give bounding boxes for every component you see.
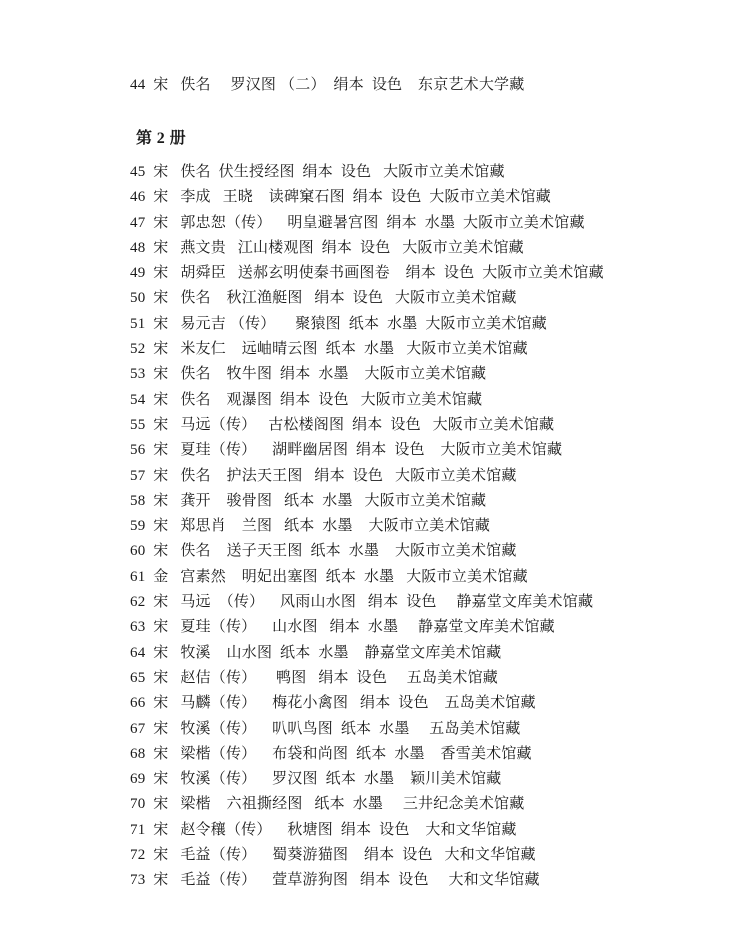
catalog-entry: 64 宋 牧溪 山水图 纸本 水墨 静嘉堂文库美术馆藏 — [130, 644, 502, 661]
catalog-entry: 46 宋 李成 王晓 读碑窠石图 绢本 设色 大阪市立美术馆藏 — [130, 189, 551, 206]
catalog-entry: 48 宋 燕文贵 江山楼观图 绢本 设色 大阪市立美术馆藏 — [130, 239, 524, 256]
catalog-entry: 50 宋 佚名 秋江渔艇图 绢本 设色 大阪市立美术馆藏 — [130, 290, 517, 307]
catalog-entry: 51 宋 易元吉 （传） 聚猿图 纸本 水墨 大阪市立美术馆藏 — [130, 315, 547, 332]
catalog-entry: 70 宋 梁楷 六祖撕经图 纸本 水墨 三井纪念美术馆藏 — [130, 796, 525, 813]
catalog-entry: 44 宋 佚名 罗汉图 （二） 绢本 设色 东京艺术大学藏 — [130, 77, 525, 93]
catalog-entry: 56 宋 夏珪（传） 湖畔幽居图 绢本 设色 大阪市立美术馆藏 — [130, 442, 563, 459]
section-heading: 第 2 册 — [136, 130, 187, 147]
catalog-entry: 71 宋 赵令穰（传） 秋塘图 绢本 设色 大和文华馆藏 — [130, 821, 517, 838]
catalog-entry: 68 宋 梁楷（传） 布袋和尚图 纸本 水墨 香雪美术馆藏 — [130, 745, 532, 762]
catalog-entry: 55 宋 马远（传） 古松楼阁图 绢本 设色 大阪市立美术馆藏 — [130, 416, 555, 433]
catalog-entry: 60 宋 佚名 送子天王图 纸本 水墨 大阪市立美术馆藏 — [130, 543, 517, 560]
catalog-entry: 58 宋 龚开 骏骨图 纸本 水墨 大阪市立美术馆藏 — [130, 492, 487, 509]
catalog-entry-list — [130, 165, 670, 888]
catalog-entry: 65 宋 赵佶（传） 鸭图 绢本 设色 五岛美术馆藏 — [130, 669, 499, 686]
catalog-entry: 72 宋 毛益（传） 蜀葵游猫图 绢本 设色 大和文华馆藏 — [130, 847, 536, 864]
catalog-entry: 73 宋 毛益（传） 萱草游狗图 绢本 设色 大和文华馆藏 — [130, 872, 540, 889]
catalog-entry: 61 金 宫素然 明妃出塞图 纸本 水墨 大阪市立美术馆藏 — [130, 568, 528, 585]
catalog-entry: 47 宋 郭忠恕（传） 明皇避暑宫图 绢本 水墨 大阪市立美术馆藏 — [130, 214, 585, 231]
catalog-entry: 57 宋 佚名 护法天王图 绢本 设色 大阪市立美术馆藏 — [130, 467, 517, 484]
catalog-entry: 53 宋 佚名 牧牛图 绢本 水墨 大阪市立美术馆藏 — [130, 366, 487, 383]
catalog-entry: 66 宋 马麟（传） 梅花小禽图 绢本 设色 五岛美术馆藏 — [130, 695, 536, 712]
catalog-entry: 67 宋 牧溪（传） 叭叭鸟图 纸本 水墨 五岛美术馆藏 — [130, 720, 521, 737]
catalog-entry: 49 宋 胡舜臣 送郝玄明使秦书画图卷 绢本 设色 大阪市立美术馆藏 — [130, 265, 604, 282]
catalog-entry: 62 宋 马远 （传） 风雨山水图 绢本 设色 静嘉堂文库美术馆藏 — [130, 594, 594, 611]
catalog-entry: 63 宋 夏珪（传） 山水图 绢本 水墨 静嘉堂文库美术馆藏 — [130, 619, 555, 636]
top-entry-list — [130, 78, 670, 93]
catalog-entry: 54 宋 佚名 观瀑图 绢本 设色 大阪市立美术馆藏 — [130, 391, 483, 408]
catalog-entry: 45 宋 佚名 伏生授经图 绢本 设色 大阪市立美术馆藏 — [130, 164, 505, 180]
catalog-entry: 69 宋 牧溪（传） 罗汉图 纸本 水墨 颖川美术馆藏 — [130, 771, 502, 788]
catalog-entry: 59 宋 郑思肖 兰图 纸本 水墨 大阪市立美术馆藏 — [130, 518, 491, 535]
catalog-entry: 52 宋 米友仁 远岫晴云图 纸本 水墨 大阪市立美术馆藏 — [130, 341, 528, 358]
